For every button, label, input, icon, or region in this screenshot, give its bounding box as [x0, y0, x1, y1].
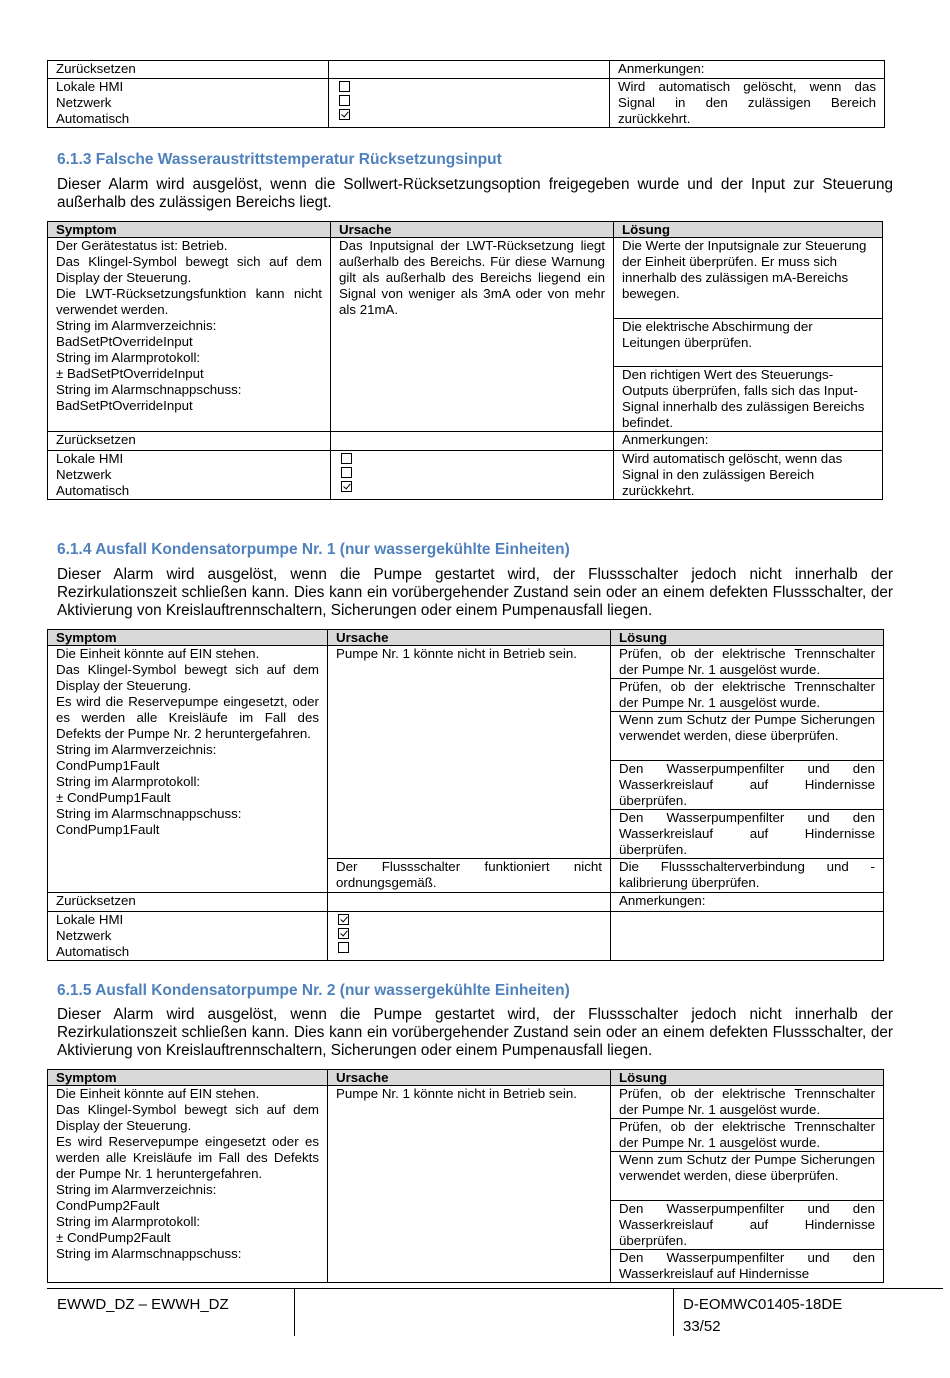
solution-cell: Den Wasserpumpenfilter und den Wasserkreislauf auf Hindernisse überprüfen. [611, 1201, 884, 1250]
remarks-label: Anmerkungen: [614, 432, 883, 451]
reset-checkboxes [329, 79, 610, 128]
solution-cell: Die elektrische Abschirmung der Leitungen überprüfen. [614, 319, 883, 367]
remarks-text: Wird automatisch gelöscht, wenn das Signal in den zulässigen Bereich zurückkehrt. [614, 451, 883, 500]
symptom-line: Die LWT-Rücksetzungsfunktion kann nicht verwendet werden. [56, 286, 322, 317]
symptom-line: Die Einheit könnte auf EIN stehen. [56, 1086, 260, 1101]
solution-cell: Die Werte der Inputsignale zur Steuerung der Einheit überprüfen. Er muss sich innerhalb des zulässigen mA-Bereichs bewegen. [614, 238, 883, 319]
cause-cell: Das Inputsignal der LWT-Rücksetzung liegt außerhalb des Bereichs. Für diese Warnung gilt als außerhalb des Bereichs liegend ein Signal von weniger als 3mA oder von mehr als 21mA. [331, 238, 614, 432]
solution-cell: Prüfen, ob der elektrische Trennschalter der Pumpe Nr. 1 ausgelöst wurde. [611, 646, 884, 679]
solution-cell: Prüfen, ob der elektrische Trennschalter der Pumpe Nr. 1 ausgelöst wurde. [611, 1119, 884, 1152]
header-cause: Ursache [328, 1070, 611, 1086]
reset-option-automatic: Automatisch [56, 483, 130, 498]
reset-label: Zurücksetzen [48, 432, 331, 451]
remarks-text: Wird automatisch gelöscht, wenn das Signal in den zulässigen Bereich zurückkehrt. [610, 79, 885, 128]
solution-cell: Wenn zum Schutz der Pumpe Sicherungen verwendet werden, diese überprüfen. [611, 1152, 884, 1201]
symptom-line: String im Alarmschnappschuss: [56, 806, 242, 821]
symptom-line: String im Alarmverzeichnis: [56, 318, 217, 333]
section-title-6-1-5: 6.1.5 Ausfall Kondensatorpumpe Nr. 2 (nur wassergekühlte Einheiten) [57, 982, 570, 999]
solution-cell: Die Flussschalterverbindung und -kalibrierung überprüfen. [611, 859, 884, 893]
cause-cell: Pumpe Nr. 1 könnte nicht in Betrieb sein. [328, 1086, 611, 1283]
header-solution: Lösung [611, 630, 884, 646]
reset-label: Zurücksetzen [48, 893, 328, 912]
symptom-line: String im Alarmprotokoll: [56, 350, 201, 365]
symptom-line: CondPump1Fault [56, 758, 160, 773]
remarks-text [611, 912, 884, 961]
symptom-line: String im Alarmprotokoll: [56, 1214, 201, 1229]
header-symptom: Symptom [48, 1070, 328, 1086]
reset-option-automatic: Automatisch [56, 944, 130, 959]
section-intro-6-1-3: Dieser Alarm wird ausgelöst, wenn die Sollwert-Rücksetzungsoption freigegeben wurde und der Input zur Steuerung außerhalb des zulässigen Bereichs liegt. [57, 176, 893, 211]
reset-option-network: Netzwerk [56, 467, 112, 482]
checkbox-network [338, 928, 349, 939]
remarks-label: Anmerkungen: [611, 893, 884, 912]
symptom-line: CondPump1Fault [56, 822, 160, 837]
checkbox-local-hmi [338, 914, 349, 925]
symptom-line: ± CondPump2Fault [56, 1230, 171, 1245]
symptom-line: CondPump2Fault [56, 1198, 160, 1213]
footer-doc-id: D-EOMWC01405-18DE [683, 1296, 843, 1313]
checkbox-automatic [338, 942, 349, 953]
symptom-line: Das Klingel-Symbol bewegt sich auf dem Display der Steuerung. [56, 1102, 319, 1133]
reset-option-network: Netzwerk [56, 928, 112, 943]
checkbox-local-hmi [341, 453, 352, 464]
section-title-6-1-3: 6.1.3 Falsche Wasseraustrittstemperatur Rücksetzungsinput [57, 151, 502, 168]
section-intro-6-1-4: Dieser Alarm wird ausgelöst, wenn die Pumpe gestartet wird, der Flussschalter jedoch nicht innerhalb der Rezirkulationszeit schließen kann. Dies kann ein vorübergehender Zustand sein oder an einem defekten Flussschalter, der Aktivierung von Kreislauftrennschaltern, Sicherungen oder einem Pumpenausfall liegen. [57, 566, 893, 619]
symptom-line: Das Klingel-Symbol bewegt sich auf dem Display der Steuerung. [56, 662, 319, 693]
symptom-line: ± CondPump1Fault [56, 790, 171, 805]
checkbox-network [339, 95, 350, 106]
checkbox-automatic [341, 481, 352, 492]
reset-options [48, 451, 331, 500]
symptom-line: String im Alarmschnappschuss: [56, 1246, 242, 1261]
checkbox-local-hmi [339, 81, 350, 92]
solution-cell: Den Wasserpumpenfilter und den Wasserkreislauf auf Hindernisse [611, 1250, 884, 1283]
header-cause: Ursache [328, 630, 611, 646]
symptom-line: BadSetPtOverrideInput [56, 334, 193, 349]
reset-options [48, 912, 328, 961]
header-symptom: Symptom [48, 222, 331, 238]
checkbox-network [341, 467, 352, 478]
reset-option-automatic: Automatisch [56, 111, 130, 126]
solution-cell: Prüfen, ob der elektrische Trennschalter der Pumpe Nr. 1 ausgelöst wurde. [611, 1086, 884, 1119]
reset-option-network: Netzwerk [56, 95, 112, 110]
reset-checkboxes [328, 912, 611, 961]
header-symptom: Symptom [48, 630, 328, 646]
alarm-table-6-1-3 [47, 221, 883, 500]
section-intro-6-1-5: Dieser Alarm wird ausgelöst, wenn die Pumpe gestartet wird, der Flussschalter jedoch nicht innerhalb der Rezirkulationszeit schließen kann. Dies kann ein vorübergehender Zustand sein oder an einem defekten Flussschalter, der Aktivierung von Kreislauftrennschaltern, Sicherungen oder einem Pumpenausfall liegen. [57, 1006, 893, 1059]
symptom-line: String im Alarmverzeichnis: [56, 742, 217, 757]
symptom-line: BadSetPtOverrideInput [56, 398, 193, 413]
reset-options [48, 79, 329, 128]
symptom-line: ± BadSetPtOverrideInput [56, 366, 204, 381]
symptom-cell [48, 1086, 328, 1283]
symptom-line: Die Einheit könnte auf EIN stehen. [56, 646, 260, 661]
footer-divider [294, 1288, 295, 1336]
footer-page-number: 33/52 [683, 1318, 721, 1335]
reset-option-local-hmi: Lokale HMI [56, 79, 124, 94]
header-solution: Lösung [611, 1070, 884, 1086]
solution-cell: Den Wasserpumpenfilter und den Wasserkreislauf auf Hindernisse überprüfen. [611, 810, 884, 859]
footer-rule [47, 1288, 943, 1289]
symptom-line: Der Gerätestatus ist: Betrieb. [56, 238, 228, 253]
solution-cell: Wenn zum Schutz der Pumpe Sicherungen verwendet werden, diese überprüfen. [611, 712, 884, 761]
alarm-table-6-1-4 [47, 629, 884, 961]
reset-checkboxes [331, 451, 614, 500]
reset-table-top [47, 60, 885, 128]
symptom-line: String im Alarmverzeichnis: [56, 1182, 217, 1197]
header-cause: Ursache [331, 222, 614, 238]
cause-cell: Der Flussschalter funktioniert nicht ordnungsgemäß. [328, 859, 611, 893]
symptom-line: String im Alarmprotokoll: [56, 774, 201, 789]
solution-cell: Prüfen, ob der elektrische Trennschalter der Pumpe Nr. 1 ausgelöst wurde. [611, 679, 884, 712]
symptom-line: Es wird die Reservepumpe eingesetzt, oder es werden alle Kreisläufe im Fall des Defekts der Pumpe Nr. 2 heruntergefahren. [56, 694, 319, 741]
alarm-table-6-1-5 [47, 1069, 884, 1283]
section-title-6-1-4: 6.1.4 Ausfall Kondensatorpumpe Nr. 1 (nur wassergekühlte Einheiten) [57, 541, 570, 558]
cause-cell: Pumpe Nr. 1 könnte nicht in Betrieb sein. [328, 646, 611, 859]
remarks-label: Anmerkungen: [610, 61, 885, 79]
symptom-cell [48, 646, 328, 893]
symptom-line: String im Alarmschnappschuss: [56, 382, 242, 397]
reset-label: Zurücksetzen [48, 61, 329, 79]
symptom-line: Das Klingel-Symbol bewegt sich auf dem Display der Steuerung. [56, 254, 322, 285]
footer-divider [673, 1288, 674, 1336]
reset-option-local-hmi: Lokale HMI [56, 912, 124, 927]
header-solution: Lösung [614, 222, 883, 238]
solution-cell: Den richtigen Wert des Steuerungs-Outputs überprüfen, falls sich das Input-Signal innerhalb des zulässigen Bereichs befindet. [614, 367, 883, 432]
reset-option-local-hmi: Lokale HMI [56, 451, 124, 466]
symptom-cell [48, 238, 331, 432]
footer-model: EWWD_DZ – EWWH_DZ [57, 1296, 229, 1313]
solution-cell: Den Wasserpumpenfilter und den Wasserkreislauf auf Hindernisse überprüfen. [611, 761, 884, 810]
checkbox-automatic [339, 109, 350, 120]
symptom-line: Es wird Reservepumpe eingesetzt oder es werden alle Kreisläufe im Fall des Defekts der Pumpe Nr. 1 heruntergefahren. [56, 1134, 319, 1181]
